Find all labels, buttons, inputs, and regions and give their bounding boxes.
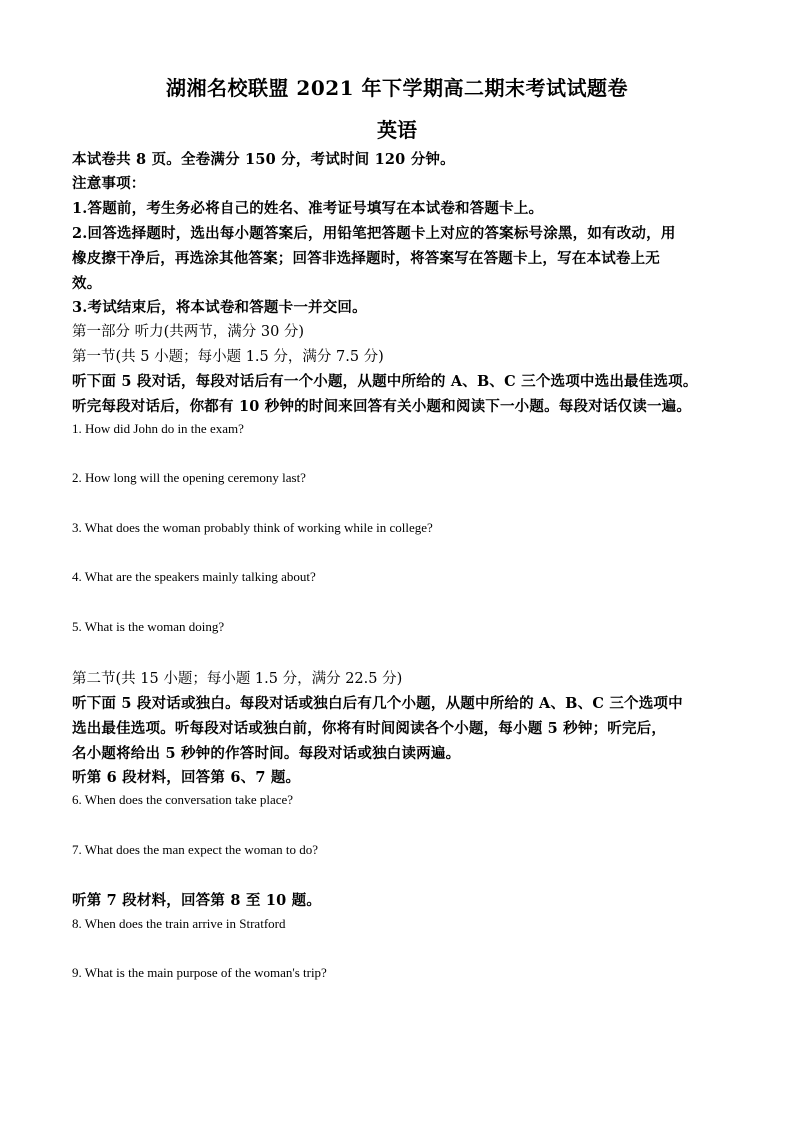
- subject-title: 英语: [377, 118, 417, 142]
- note-3: 3.考试结束后，将本试卷和答题卡一并交回。: [72, 299, 367, 316]
- material-6-heading: 听第 6 段材料，回答第 6、7 题。: [72, 769, 301, 786]
- section2-instruction-2: 选出最佳选项。听每段对话或独白前，你将有时间阅读各个小题，每小题 5 秒钟；听完后，: [72, 720, 667, 737]
- material-7-heading: 听第 7 段材料，回答第 8 至 10 题。: [72, 892, 322, 909]
- question-7: 7. What does the man expect the woman to do?: [72, 842, 318, 857]
- section2-instruction-3: 名小题将给出 5 秒钟的作答时间。每段对话或独白读两遍。: [72, 745, 461, 762]
- part1-heading: 第一部分 听力(共两节，满分 30 分): [72, 324, 305, 340]
- note-1: 1.答题前，考生务必将自己的姓名、准考证号填写在本试卷和答题卡上。: [72, 200, 544, 217]
- question-5: 5. What is the woman doing?: [72, 619, 225, 634]
- intro-line: 本试卷共 8 页。全卷满分 150 分，考试时间 120 分钟。: [72, 151, 455, 168]
- section1-instruction-1: 听下面 5 段对话，每段对话后有一个小题，从题中所给的 A、B、C 三个选项中选出最佳选项。: [72, 373, 698, 390]
- question-3: 3. What does the woman probably think of working while in college?: [72, 520, 433, 535]
- section1-instruction-2: 听完每段对话后，你都有 10 秒钟的时间来回答有关小题和阅读下一小题。每段对话仅读一遍。: [72, 398, 692, 415]
- question-8: 8. When does the train arrive in Stratford: [72, 916, 286, 931]
- question-6: 6. When does the conversation take place?: [72, 792, 294, 807]
- question-2: 2. How long will the opening ceremony last?: [72, 470, 306, 485]
- question-9: 9. What is the main purpose of the woman's trip?: [72, 965, 327, 980]
- exam-title: 湖湘名校联盟 2021 年下学期高二期末考试试题卷: [165, 76, 629, 100]
- notice-heading: 注意事项：: [72, 175, 146, 192]
- note-2b: 橡皮擦干净后，再选涂其他答案；回答非选择题时，将答案写在答题卡上，写在本试卷上无: [72, 250, 660, 267]
- question-4: 4. What are the speakers mainly talking about?: [72, 569, 316, 584]
- section2-instruction-1: 听下面 5 段对话或独白。每段对话或独白后有几个小题，从题中所给的 A、B、C 三个选项中: [72, 695, 683, 712]
- section2-heading: 第二节(共 15 小题；每小题 1.5 分，满分 22.5 分): [72, 671, 403, 687]
- section1-heading: 第一节(共 5 小题；每小题 1.5 分，满分 7.5 分): [72, 349, 384, 365]
- note-2c: 效。: [72, 275, 102, 292]
- note-2a: 2.回答选择题时，选出每小题答案后，用铅笔把答题卡上对应的答案标号涂黑，如有改动，用: [72, 225, 676, 242]
- question-1: 1. How did John do in the exam?: [72, 421, 244, 436]
